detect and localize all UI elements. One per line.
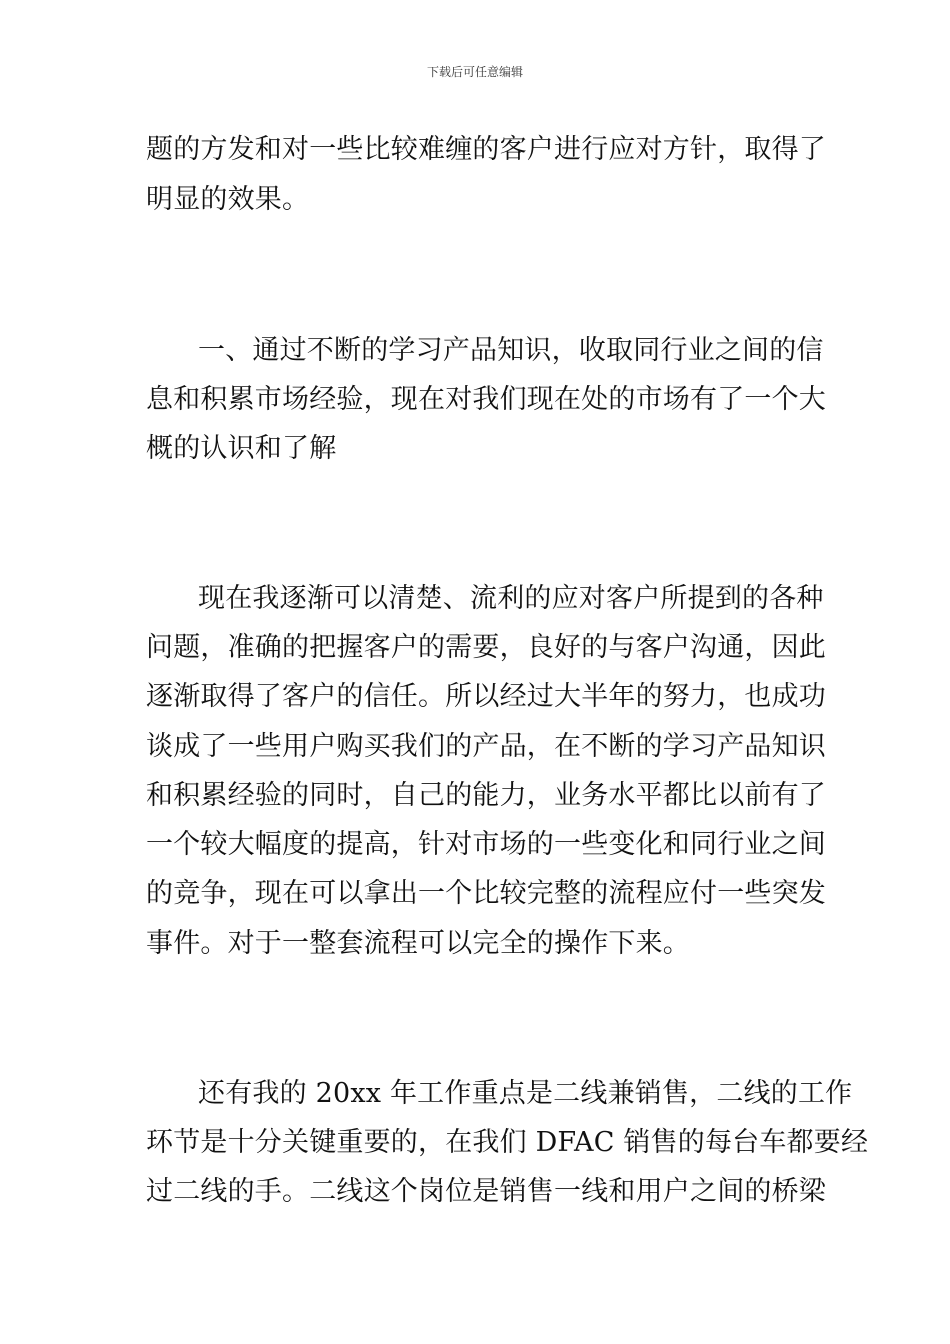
paragraph-3-line-6: 一个较大幅度的提高，针对市场的一些变化和同行业之间 bbox=[146, 829, 826, 860]
paragraph-2-line-2: 息和积累市场经验，现在对我们现在处的市场有了一个大 bbox=[146, 384, 826, 415]
paragraph-3-line-5: 和积累经验的同时，自己的能力，业务水平都比以前有了 bbox=[146, 780, 826, 811]
paragraph-2-line-1: 一、通过不断的学习产品知识，收取同行业之间的信 bbox=[198, 335, 824, 366]
page-header: 下载后可任意编辑 bbox=[426, 65, 523, 79]
paragraph-3-line-4: 谈成了一些用户购买我们的产品，在不断的学习产品知识 bbox=[146, 731, 826, 762]
paragraph-4-line-1: 还有我的 20xx 年工作重点是二线兼销售，二线的工作 bbox=[198, 1078, 853, 1109]
paragraph-3-line-8: 事件。对于一整套流程可以完全的操作下来。 bbox=[146, 928, 690, 959]
paragraph-3-line-7: 的竞争，现在可以拿出一个比较完整的流程应付一些突发 bbox=[146, 878, 826, 909]
paragraph-3-line-1: 现在我逐渐可以清楚、流利的应对客户所提到的各种 bbox=[198, 583, 824, 614]
paragraph-3-line-3: 逐渐取得了客户的信任。所以经过大半年的努力，也成功 bbox=[146, 681, 826, 712]
paragraph-3-line-2: 问题，准确的把握客户的需要，良好的与客户沟通，因此 bbox=[146, 632, 826, 663]
paragraph-1-line-1: 题的方发和对一些比较难缠的客户进行应对方针，取得了 bbox=[146, 134, 826, 165]
paragraph-1-line-2: 明显的效果。 bbox=[146, 184, 310, 215]
paragraph-4-line-3: 过二线的手。二线这个岗位是销售一线和用户之间的桥梁 bbox=[146, 1176, 826, 1207]
paragraph-4-line-2: 环节是十分关键重要的，在我们 DFAC 销售的每台车都要经 bbox=[146, 1127, 869, 1158]
paragraph-2-line-3: 概的认识和了解 bbox=[146, 433, 337, 464]
